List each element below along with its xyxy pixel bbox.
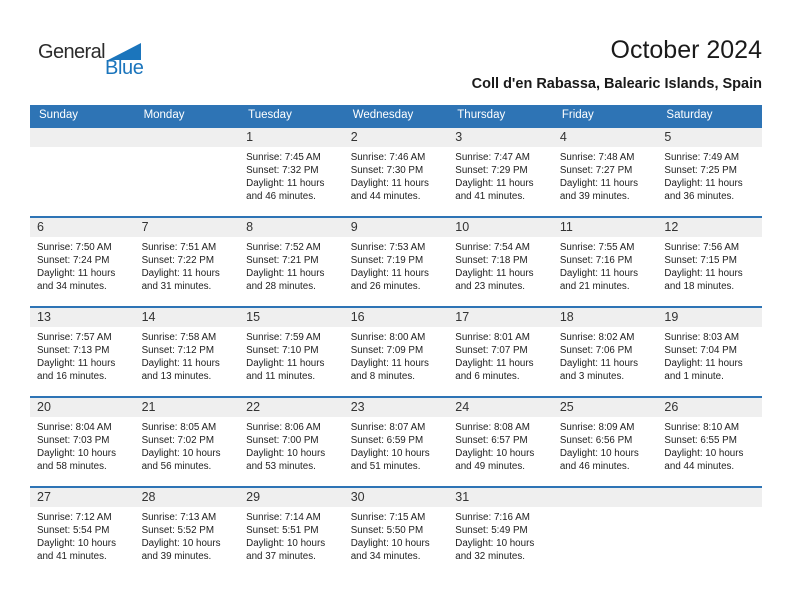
sunset-text: Sunset: 7:04 PM <box>664 345 737 356</box>
day-number: 8 <box>246 220 254 234</box>
day-cell <box>135 327 240 383</box>
day-number: 23 <box>350 400 365 414</box>
weekday-header-sunday: Sunday <box>39 109 79 121</box>
sunset-text: Sunset: 5:52 PM <box>141 525 214 536</box>
day-cell <box>30 507 135 563</box>
sunrise-text: Sunrise: 7:56 AM <box>664 242 740 253</box>
daylight-text: Daylight: 10 hours and 32 minutes. <box>455 538 535 562</box>
day-number: 15 <box>246 310 261 324</box>
weekday-header-thursday: Thursday <box>457 109 506 121</box>
sunrise-text: Sunrise: 7:47 AM <box>455 152 530 163</box>
day-number: 2 <box>350 130 358 144</box>
day-number: 11 <box>559 220 573 234</box>
page-title: October 2024 <box>610 36 762 64</box>
day-number: 13 <box>37 310 51 324</box>
logo-word-blue: Blue <box>105 57 144 79</box>
sunset-text: Sunset: 7:13 PM <box>37 345 110 356</box>
daylight-text: Daylight: 11 hours and 6 minutes. <box>455 358 534 382</box>
day-cell <box>657 417 762 473</box>
day-cell <box>344 507 449 563</box>
day-cell <box>657 147 762 203</box>
day-number: 3 <box>455 130 463 144</box>
day-number: 17 <box>455 310 470 324</box>
day-cell <box>448 237 553 293</box>
logo-word-general: General <box>38 41 105 63</box>
daylight-text: Daylight: 10 hours and 44 minutes. <box>664 448 744 472</box>
daylight-text: Daylight: 11 hours and 26 minutes. <box>350 268 429 292</box>
sunset-text: Sunset: 7:21 PM <box>246 255 319 266</box>
sunset-text: Sunset: 7:02 PM <box>141 435 214 446</box>
day-cell <box>448 147 553 203</box>
day-number: 9 <box>350 220 358 234</box>
day-number: 30 <box>350 490 365 504</box>
daylight-text: Daylight: 11 hours and 1 minute. <box>664 358 743 382</box>
sunset-text: Sunset: 7:22 PM <box>141 255 214 266</box>
daylight-text: Daylight: 11 hours and 46 minutes. <box>246 178 325 202</box>
sunset-text: Sunset: 7:18 PM <box>455 255 528 266</box>
day-cell <box>239 327 344 383</box>
day-cell <box>239 507 344 563</box>
week-row-body <box>30 147 762 203</box>
day-number-strip <box>30 488 762 507</box>
daylight-text: Daylight: 11 hours and 41 minutes. <box>455 178 534 202</box>
day-cell <box>30 327 135 383</box>
sunrise-text: Sunrise: 7:15 AM <box>350 512 426 523</box>
daylight-text: Daylight: 10 hours and 37 minutes. <box>246 538 326 562</box>
sunset-text: Sunset: 6:55 PM <box>664 435 737 446</box>
day-cell <box>553 237 658 293</box>
sunset-text: Sunset: 7:27 PM <box>559 165 633 176</box>
day-number: 21 <box>141 400 156 414</box>
daylight-text: Daylight: 11 hours and 44 minutes. <box>350 178 429 202</box>
daylight-text: Daylight: 10 hours and 41 minutes. <box>37 538 116 562</box>
sunset-text: Sunset: 7:07 PM <box>455 345 528 356</box>
location-subtitle: Coll d'en Rabassa, Balearic Islands, Spain <box>471 76 762 92</box>
sunrise-text: Sunrise: 7:53 AM <box>350 242 426 253</box>
daylight-text: Daylight: 10 hours and 34 minutes. <box>350 538 430 562</box>
day-number-strip <box>30 128 762 147</box>
sunset-text: Sunset: 7:24 PM <box>37 255 110 266</box>
sunrise-text: Sunrise: 8:03 AM <box>664 332 740 343</box>
sunrise-text: Sunrise: 8:02 AM <box>559 332 635 343</box>
sunset-text: Sunset: 7:15 PM <box>664 255 737 266</box>
sunset-text: Sunset: 7:12 PM <box>141 345 214 356</box>
day-cell <box>448 507 553 563</box>
sunset-text: Sunset: 7:32 PM <box>246 165 319 176</box>
day-number: 14 <box>141 310 156 324</box>
sunrise-text: Sunrise: 8:08 AM <box>455 422 530 433</box>
day-number <box>135 128 240 147</box>
weekday-header-wednesday: Wednesday <box>352 109 414 121</box>
daylight-text: Daylight: 11 hours and 8 minutes. <box>350 358 429 382</box>
sunrise-text: Sunrise: 8:06 AM <box>246 422 321 433</box>
day-number: 19 <box>664 310 679 324</box>
daylight-text: Daylight: 11 hours and 39 minutes. <box>559 178 639 202</box>
sunset-text: Sunset: 6:56 PM <box>559 435 633 446</box>
day-cell <box>657 327 762 383</box>
sunset-text: Sunset: 7:10 PM <box>246 345 319 356</box>
week-row-body <box>30 417 762 473</box>
daylight-text: Daylight: 10 hours and 53 minutes. <box>246 448 326 472</box>
daylight-text: Daylight: 11 hours and 23 minutes. <box>455 268 534 292</box>
sunset-text: Sunset: 6:57 PM <box>455 435 528 446</box>
day-number: 22 <box>246 400 261 414</box>
day-number-strip <box>30 398 762 417</box>
daylight-text: Daylight: 11 hours and 18 minutes. <box>664 268 743 292</box>
sunrise-text: Sunrise: 8:10 AM <box>664 422 740 433</box>
day-number: 1 <box>246 130 254 144</box>
day-cell <box>553 147 658 203</box>
sunset-text: Sunset: 6:59 PM <box>350 435 424 446</box>
day-cell <box>239 237 344 293</box>
sunrise-text: Sunrise: 7:45 AM <box>246 152 321 163</box>
sunset-text: Sunset: 7:00 PM <box>246 435 319 446</box>
week-row <box>30 126 762 216</box>
day-number: 28 <box>141 490 156 504</box>
day-cell <box>135 417 240 473</box>
day-cell <box>553 417 658 473</box>
day-cell <box>657 507 762 563</box>
sunrise-text: Sunrise: 8:00 AM <box>350 332 426 343</box>
daylight-text: Daylight: 10 hours and 58 minutes. <box>37 448 116 472</box>
calendar-table <box>30 105 762 576</box>
daylight-text: Daylight: 11 hours and 3 minutes. <box>559 358 639 382</box>
sunset-text: Sunset: 5:54 PM <box>37 525 110 536</box>
daylight-text: Daylight: 11 hours and 34 minutes. <box>37 268 116 292</box>
daylight-text: Daylight: 11 hours and 21 minutes. <box>559 268 639 292</box>
sunrise-text: Sunrise: 8:05 AM <box>141 422 217 433</box>
daylight-text: Daylight: 10 hours and 56 minutes. <box>141 448 221 472</box>
sunset-text: Sunset: 5:50 PM <box>350 525 424 536</box>
sunrise-text: Sunrise: 7:12 AM <box>37 512 112 523</box>
day-cell <box>448 417 553 473</box>
week-row <box>30 306 762 396</box>
day-cell <box>553 327 658 383</box>
weekday-header-saturday: Saturday <box>666 109 713 121</box>
sunrise-text: Sunrise: 7:57 AM <box>37 332 112 343</box>
day-cell <box>344 327 449 383</box>
sunrise-text: Sunrise: 7:46 AM <box>350 152 426 163</box>
day-number: 25 <box>559 400 574 414</box>
daylight-text: Daylight: 11 hours and 16 minutes. <box>37 358 116 382</box>
day-cell <box>553 507 658 563</box>
daylight-text: Daylight: 10 hours and 49 minutes. <box>455 448 535 472</box>
weekday-header-monday: Monday <box>143 109 185 121</box>
day-number: 12 <box>664 220 679 234</box>
day-cell <box>30 237 135 293</box>
day-cell <box>239 417 344 473</box>
day-number: 4 <box>559 130 567 144</box>
sunset-text: Sunset: 7:09 PM <box>350 345 424 356</box>
day-number-strip <box>30 218 762 237</box>
page-header <box>0 0 792 105</box>
day-cell <box>344 147 449 203</box>
sunrise-text: Sunrise: 7:48 AM <box>559 152 635 163</box>
sunrise-text: Sunrise: 7:14 AM <box>246 512 321 523</box>
general-blue-logo <box>38 42 143 78</box>
week-row <box>30 216 762 306</box>
day-number: 16 <box>350 310 365 324</box>
daylight-text: Daylight: 11 hours and 11 minutes. <box>246 358 325 382</box>
week-row-body <box>30 507 762 563</box>
day-number: 18 <box>559 310 574 324</box>
day-cell <box>239 147 344 203</box>
day-number <box>553 488 658 507</box>
day-number <box>30 128 135 147</box>
day-number: 6 <box>37 220 44 234</box>
day-cell <box>135 507 240 563</box>
day-cell <box>30 417 135 473</box>
sunset-text: Sunset: 7:19 PM <box>350 255 424 266</box>
daylight-text: Daylight: 11 hours and 36 minutes. <box>664 178 743 202</box>
day-number: 31 <box>455 490 470 504</box>
day-number-strip <box>30 308 762 327</box>
week-row-body <box>30 237 762 293</box>
sunrise-text: Sunrise: 7:59 AM <box>246 332 321 343</box>
day-cell <box>135 237 240 293</box>
sunrise-text: Sunrise: 7:49 AM <box>664 152 740 163</box>
weekday-header-row <box>30 105 762 126</box>
day-cell <box>135 147 240 203</box>
sunrise-text: Sunrise: 7:58 AM <box>141 332 217 343</box>
daylight-text: Daylight: 11 hours and 28 minutes. <box>246 268 325 292</box>
week-row-body <box>30 327 762 383</box>
week-row <box>30 486 762 576</box>
sunset-text: Sunset: 7:29 PM <box>455 165 528 176</box>
day-number: 27 <box>37 490 51 504</box>
sunset-text: Sunset: 7:16 PM <box>559 255 633 266</box>
sunrise-text: Sunrise: 7:16 AM <box>455 512 530 523</box>
day-number: 20 <box>37 400 51 414</box>
day-number: 7 <box>141 220 149 234</box>
sunset-text: Sunset: 5:51 PM <box>246 525 319 536</box>
week-row <box>30 396 762 486</box>
sunset-text: Sunset: 7:25 PM <box>664 165 737 176</box>
sunrise-text: Sunrise: 7:54 AM <box>455 242 530 253</box>
sunrise-text: Sunrise: 7:51 AM <box>141 242 217 253</box>
weekday-header-friday: Friday <box>561 109 594 121</box>
sunrise-text: Sunrise: 8:04 AM <box>37 422 112 433</box>
day-cell <box>657 237 762 293</box>
daylight-text: Daylight: 11 hours and 13 minutes. <box>141 358 220 382</box>
day-number: 10 <box>455 220 470 234</box>
day-number <box>657 488 762 507</box>
sunset-text: Sunset: 7:30 PM <box>350 165 424 176</box>
day-number: 29 <box>246 490 261 504</box>
day-cell <box>344 237 449 293</box>
day-cell <box>344 417 449 473</box>
daylight-text: Daylight: 10 hours and 39 minutes. <box>141 538 221 562</box>
title-block <box>472 36 762 92</box>
day-number: 5 <box>664 130 672 144</box>
sunrise-text: Sunrise: 8:01 AM <box>455 332 530 343</box>
daylight-text: Daylight: 11 hours and 31 minutes. <box>141 268 220 292</box>
sunrise-text: Sunrise: 8:09 AM <box>559 422 635 433</box>
sunrise-text: Sunrise: 8:07 AM <box>350 422 426 433</box>
sunrise-text: Sunrise: 7:55 AM <box>559 242 635 253</box>
day-cell <box>30 147 135 203</box>
sunset-text: Sunset: 7:06 PM <box>559 345 633 356</box>
daylight-text: Daylight: 10 hours and 46 minutes. <box>559 448 639 472</box>
sunrise-text: Sunrise: 7:52 AM <box>246 242 321 253</box>
sunrise-text: Sunrise: 7:13 AM <box>141 512 217 523</box>
daylight-text: Daylight: 10 hours and 51 minutes. <box>350 448 430 472</box>
weekday-header-tuesday: Tuesday <box>248 109 292 121</box>
sunset-text: Sunset: 7:03 PM <box>37 435 110 446</box>
sunrise-text: Sunrise: 7:50 AM <box>37 242 112 253</box>
calendar-weeks <box>30 126 762 576</box>
day-cell <box>448 327 553 383</box>
day-number: 24 <box>455 400 470 414</box>
sunset-text: Sunset: 5:49 PM <box>455 525 528 536</box>
day-number: 26 <box>664 400 679 414</box>
